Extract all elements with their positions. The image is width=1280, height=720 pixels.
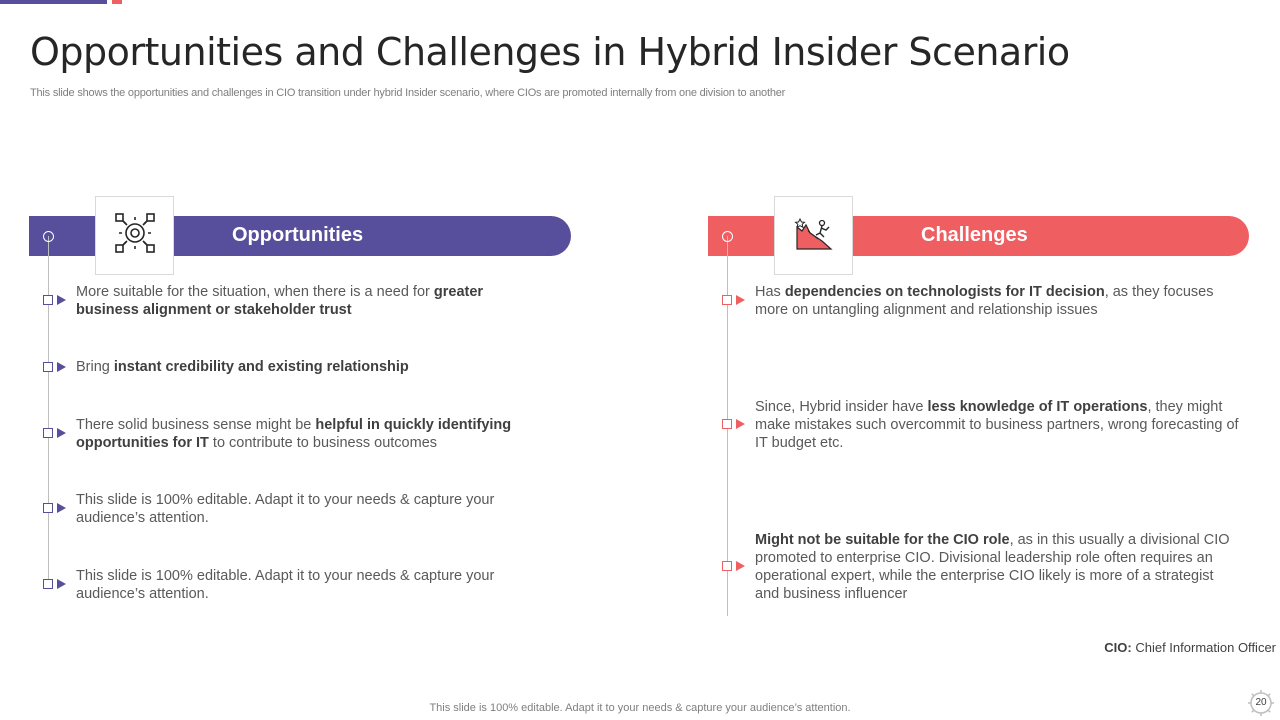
challenges-icon-box [774, 196, 853, 275]
opportunities-heading: Opportunities [232, 224, 364, 246]
arrow-right-icon [57, 503, 66, 513]
uphill-climb-icon [794, 213, 834, 258]
opportunity-item-2 [76, 358, 546, 376]
list-bullet [43, 362, 53, 372]
arrow-right-icon [57, 579, 66, 589]
item-text-segment: This slide is 100% editable. Adapt it to your needs & capture your audience’s attention. [76, 568, 495, 602]
list-bullet [43, 428, 53, 438]
opportunity-item-5 [76, 567, 546, 603]
opportunities-timeline [48, 236, 49, 586]
emphasis-text: dependencies on technologists for IT decision [784, 284, 1105, 300]
page-number: 20 [1255, 697, 1267, 708]
challenges-heading: Challenges [921, 224, 1028, 246]
cio-abbreviation-note [1104, 640, 1276, 655]
emphasis-text: Might not be suitable for the CIO role [755, 532, 1010, 548]
item-text-segment: , they might make mistakes such overcommit to business partners, wrong forecasting of IT budget etc. [755, 399, 1239, 451]
arrow-right-icon [736, 295, 745, 305]
arrow-right-icon [57, 362, 66, 372]
challenge-item-3 [755, 531, 1240, 603]
cio-abbr: CIO: [1104, 640, 1132, 655]
emphasis-text: instant credibility and existing relationship [113, 359, 409, 375]
emphasis-text: greater business alignment or stakeholder trust [76, 284, 484, 318]
item-text-segment: More suitable for the situation, when there is a need for [76, 284, 434, 300]
list-bullet [43, 295, 53, 305]
list-bullet [722, 419, 732, 429]
item-text-segment: to contribute to business outcomes [208, 435, 438, 451]
arrow-right-icon [736, 419, 745, 429]
emphasis-text: helpful in quickly identifying opportunities for IT [76, 417, 512, 451]
slide-title: Opportunities and Challenges in Hybrid Insider Scenario [30, 30, 1070, 74]
list-bullet [43, 579, 53, 589]
network-gear-icon [113, 211, 157, 260]
item-text-segment: This slide is 100% editable. Adapt it to your needs & capture your audience’s attention. [76, 492, 495, 526]
opportunity-item-1 [76, 283, 546, 319]
list-bullet [722, 561, 732, 571]
cio-full-form: Chief Information Officer [1131, 640, 1276, 655]
item-text-segment: , as they focuses more on untangling alignment and relationship issues [755, 284, 1214, 318]
timeline-start-marker [43, 231, 54, 242]
opportunity-item-4 [76, 491, 546, 527]
item-text-segment: Bring [76, 359, 114, 375]
accent-bar-purple [0, 0, 107, 4]
challenge-item-1 [755, 283, 1240, 319]
emphasis-text: less knowledge of IT operations [927, 399, 1148, 415]
challenge-item-2 [755, 398, 1240, 452]
opportunities-icon-box [95, 196, 174, 275]
item-text-segment: , as in this usually a divisional CIO promoted to enterprise CIO. Divisional leadership role often requires an operational expert, while the enterprise CIO likely is more of a strategist and business influencer [755, 532, 1230, 602]
item-text-segment: Has [755, 284, 785, 300]
opportunity-item-3 [76, 416, 546, 452]
accent-bar-red [112, 0, 122, 4]
item-text-segment: Since, Hybrid insider have [755, 399, 928, 415]
list-bullet [722, 295, 732, 305]
list-bullet [43, 503, 53, 513]
timeline-start-marker [722, 231, 733, 242]
item-text-segment: There solid business sense might be [76, 417, 316, 433]
page-number-badge [1246, 688, 1276, 718]
slide-footer: This slide is 100% editable. Adapt it to your needs & capture your audience’s attention. [429, 702, 851, 714]
arrow-right-icon [57, 295, 66, 305]
arrow-right-icon [57, 428, 66, 438]
slide-subtitle: This slide shows the opportunities and challenges in CIO transition under hybrid Insider scenario, where CIOs are promoted internally from one division to another [30, 87, 786, 99]
arrow-right-icon [736, 561, 745, 571]
